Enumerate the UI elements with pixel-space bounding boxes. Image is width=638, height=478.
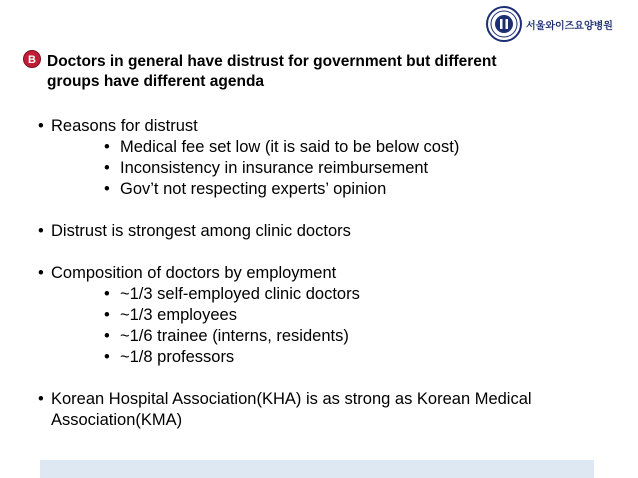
bullet-dot: • <box>38 222 44 240</box>
headline-line-1: Doctors in general have distrust for government but different <box>47 53 497 70</box>
bullet-dot: • <box>38 390 44 408</box>
bullet-dot: • <box>38 117 44 135</box>
bullet-clinic-doctors <box>38 221 618 242</box>
sub-bullet-trainee <box>38 326 618 347</box>
sub-bullet-medical-fee <box>38 137 618 158</box>
sub-bullet-dot: • <box>104 285 110 303</box>
hospital-seal-icon <box>486 6 522 42</box>
sub-bullet-employees <box>38 305 618 326</box>
bullet-text: Composition of doctors by employment <box>51 264 337 282</box>
sub-bullet-dot: • <box>104 348 110 366</box>
bullet-text-line-1: Korean Hospital Association(KHA) is as strong as Korean Medical <box>51 390 532 408</box>
bullet-text-line-2: Association(KMA) <box>51 411 183 429</box>
sub-bullet-text: ~1/3 employees <box>120 306 237 324</box>
sub-bullet-text: ~1/8 professors <box>120 348 235 366</box>
bullet-kha-kma <box>38 389 618 431</box>
section-badge: B <box>23 50 41 68</box>
headline-line-2: groups have different agenda <box>47 73 265 90</box>
sub-bullet-insurance <box>38 158 618 179</box>
bullet-text: Distrust is strongest among clinic doctors <box>51 222 351 240</box>
slide-body <box>38 116 618 431</box>
sub-bullet-text: ~1/3 self-employed clinic doctors <box>120 285 360 303</box>
bullet-reasons-for-distrust <box>38 116 618 137</box>
bullet-composition <box>38 263 618 284</box>
footer-band <box>40 460 594 478</box>
sub-bullet-professors <box>38 347 618 368</box>
hospital-name: 서울와이즈요양병원 <box>526 20 613 32</box>
sub-bullet-experts-opinion <box>38 179 618 200</box>
sub-bullet-text: Gov’t not respecting experts’ opinion <box>120 180 387 198</box>
slide-headline <box>47 52 607 92</box>
hospital-logo <box>486 6 613 42</box>
bullet-dot: • <box>38 264 44 282</box>
sub-bullet-text: Inconsistency in insurance reimbursement <box>120 159 429 177</box>
sub-bullet-text: ~1/6 trainee (interns, residents) <box>120 327 349 345</box>
sub-bullet-dot: • <box>104 306 110 324</box>
sub-bullet-dot: • <box>104 180 110 198</box>
sub-bullet-dot: • <box>104 138 110 156</box>
sub-bullet-dot: • <box>104 327 110 345</box>
sub-bullet-self-employed <box>38 284 618 305</box>
sub-bullet-text: Medical fee set low (it is said to be below cost) <box>120 138 460 156</box>
bullet-text: Reasons for distrust <box>51 117 198 135</box>
sub-bullet-dot: • <box>104 159 110 177</box>
